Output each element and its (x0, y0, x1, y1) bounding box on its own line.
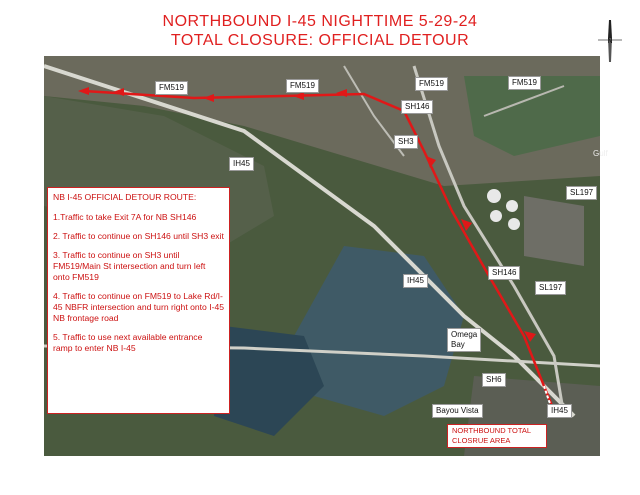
label-fm519-right-2: FM519 (508, 76, 541, 90)
label-fm519-mid: FM519 (286, 79, 319, 93)
label-gulf: Gulf (593, 149, 608, 158)
label-bayou-vista: Bayou Vista (432, 404, 483, 418)
detour-step-3: 3. Traffic to continue on SH3 until FM519/Main St intersection and turn left onto FM519 (53, 250, 206, 282)
label-sh146-lower: SH146 (488, 266, 520, 280)
label-sh6: SH6 (482, 373, 506, 387)
map-title-line-1: NORTHBOUND I-45 NIGHTTIME 5-29-24 (162, 13, 478, 30)
map-title-line-2: TOTAL CLOSURE: OFFICIAL DETOUR (170, 32, 470, 49)
north-label: N (607, 38, 613, 45)
detour-step-5: 5. Traffic to use next available entrance ramp to enter NB I-45 (53, 332, 203, 353)
label-sl197-upper: SL197 (566, 186, 597, 200)
label-sh3: SH3 (394, 135, 418, 149)
detour-step-2: 2. Traffic to continue on SH146 until SH3 exit (53, 231, 224, 241)
label-ih45-upper: IH45 (229, 157, 254, 171)
tank-1 (487, 189, 501, 203)
tank-3 (490, 210, 502, 222)
label-fm519-right-1: FM519 (415, 77, 448, 91)
detour-instructions-box (47, 187, 230, 414)
label-ih45-lower: IH45 (547, 404, 572, 418)
industrial-site (524, 196, 584, 266)
label-ih45-mid: IH45 (403, 274, 428, 288)
tank-4 (508, 218, 520, 230)
label-sl197-lower: SL197 (535, 281, 566, 295)
label-sh146-top: SH146 (401, 100, 433, 114)
label-fm519-left: FM519 (155, 81, 188, 95)
closure-area-label: NORTHBOUND TOTAL CLOSRUE AREA (447, 424, 547, 448)
north-arrow-icon (596, 18, 626, 72)
detour-step-4: 4. Traffic to continue on FM519 to Lake Rd/I-45 NBFR intersection and turn right onto I-45 NB frontage road (53, 291, 225, 323)
label-omega-bay: Omega Bay (447, 328, 481, 352)
detour-step-1: 1.Traffic to take Exit 7A for NB SH146 (53, 212, 197, 222)
detour-heading: NB I-45 OFFICIAL DETOUR ROUTE: (53, 192, 197, 202)
tank-2 (506, 200, 518, 212)
